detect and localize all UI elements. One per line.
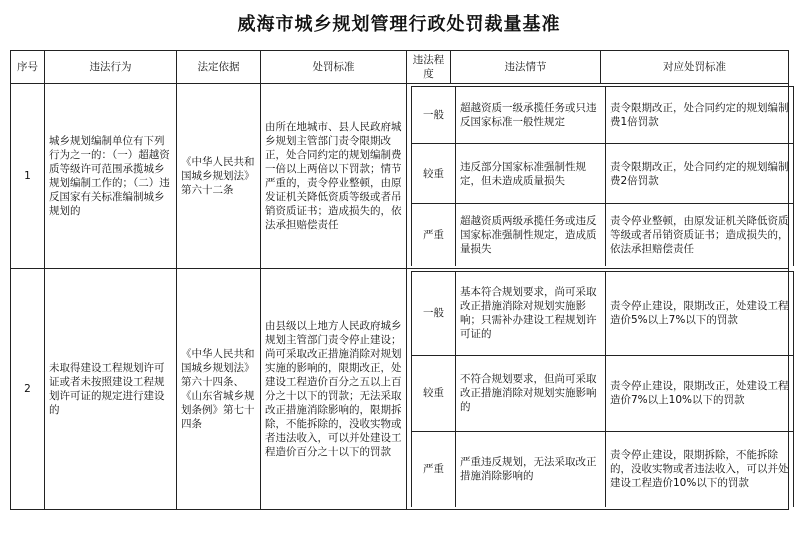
table-row <box>11 84 789 269</box>
level-row <box>412 87 794 144</box>
row-basis: 《中华人民共和国城乡规划法》第六十二条 <box>177 84 261 269</box>
level-penalty: 责令停止建设，限期改正，处建设工程造价5%以上7%以下的罚款 <box>606 271 794 355</box>
header-degree: 违法程度 <box>407 51 451 84</box>
level-degree: 一般 <box>412 87 456 144</box>
table-row <box>11 268 789 510</box>
header-no: 序号 <box>11 51 45 84</box>
row-behavior: 城乡规划编制单位有下列行为之一的：（一）超越资质等级许可范围承揽城乡规划编制工作的；（二）违反国家有关标准编制城乡规划的 <box>45 84 177 269</box>
header-row <box>11 51 789 84</box>
row-basis: 《中华人民共和国城乡规划法》第六十四条、《山东省城乡规划条例》第七十四条 <box>177 268 261 510</box>
level-degree: 一般 <box>412 271 456 355</box>
row-standard: 由所在地城市、县人民政府城乡规划主管部门责令限期改正，处合同约定的规划编制费一倍以上两倍以下罚款；情节严重的，责令停业整顿，由原发证机关降低资质等级或者吊销资质证书；造成损失的，依法承担赔偿责任 <box>261 84 407 269</box>
level-degree: 较重 <box>412 355 456 431</box>
level-degree: 严重 <box>412 204 456 266</box>
level-circumstance: 严重违反规划，无法采取改正措施消除影响的 <box>456 431 606 507</box>
level-row <box>412 271 794 355</box>
level-circumstance: 超越资质两级承揽任务或违反国家标准强制性规定，造成质量损失 <box>456 204 606 266</box>
level-row <box>412 204 794 266</box>
level-row <box>412 144 794 204</box>
row-levels <box>407 84 789 269</box>
level-circumstance: 基本符合规划要求，尚可采取改正措施消除对规划实施影响；只需补办建设工程规划许可证的 <box>456 271 606 355</box>
level-row <box>412 431 794 507</box>
row-no: 1 <box>11 84 45 269</box>
header-standard: 处罚标准 <box>261 51 407 84</box>
level-degree: 严重 <box>412 431 456 507</box>
level-penalty: 责令停止建设，限期改正，处建设工程造价7%以上10%以下的罚款 <box>606 355 794 431</box>
row-behavior: 未取得建设工程规划许可证或者未按照建设工程规划许可证的规定进行建设的 <box>45 268 177 510</box>
header-penalty: 对应处罚标准 <box>601 51 789 84</box>
page-title: 威海市城乡规划管理行政处罚裁量基准 <box>237 14 561 35</box>
level-penalty: 责令停止建设，限期拆除，不能拆除的，没收实物或者违法收入，可以并处建设工程造价10%以下的罚款 <box>606 431 794 507</box>
row-no: 2 <box>11 268 45 510</box>
level-circumstance: 超越资质一级承揽任务或只违反国家标准一般性规定 <box>456 87 606 144</box>
level-degree: 较重 <box>412 144 456 204</box>
level-circumstance: 不符合规划要求，但尚可采取改正措施消除对规划实施影响的 <box>456 355 606 431</box>
level-penalty: 责令停业整顿，由原发证机关降低资质等级或者吊销资质证书；造成损失的，依法承担赔偿责任 <box>606 204 794 266</box>
level-penalty: 责令限期改正，处合同约定的规划编制费1倍罚款 <box>606 87 794 144</box>
penalty-table <box>10 50 789 510</box>
header-behavior: 违法行为 <box>45 51 177 84</box>
header-circumstance: 违法情节 <box>451 51 601 84</box>
header-basis: 法定依据 <box>177 51 261 84</box>
level-circumstance: 违反部分国家标准强制性规定，但未造成质量损失 <box>456 144 606 204</box>
level-row <box>412 355 794 431</box>
row-standard: 由县级以上地方人民政府城乡规划主管部门责令停止建设；尚可采取改正措施消除对规划实施的影响的，限期改正，处建设工程造价百分之五以上百分之十以下的罚款；无法采取改正措施消除影响的，限期拆除，不能拆除的，没收实物或者违法收入，可以并处建设工程造价百分之十以下的罚款 <box>261 268 407 510</box>
row-levels <box>407 268 789 510</box>
level-penalty: 责令限期改正，处合同约定的规划编制费2倍罚款 <box>606 144 794 204</box>
